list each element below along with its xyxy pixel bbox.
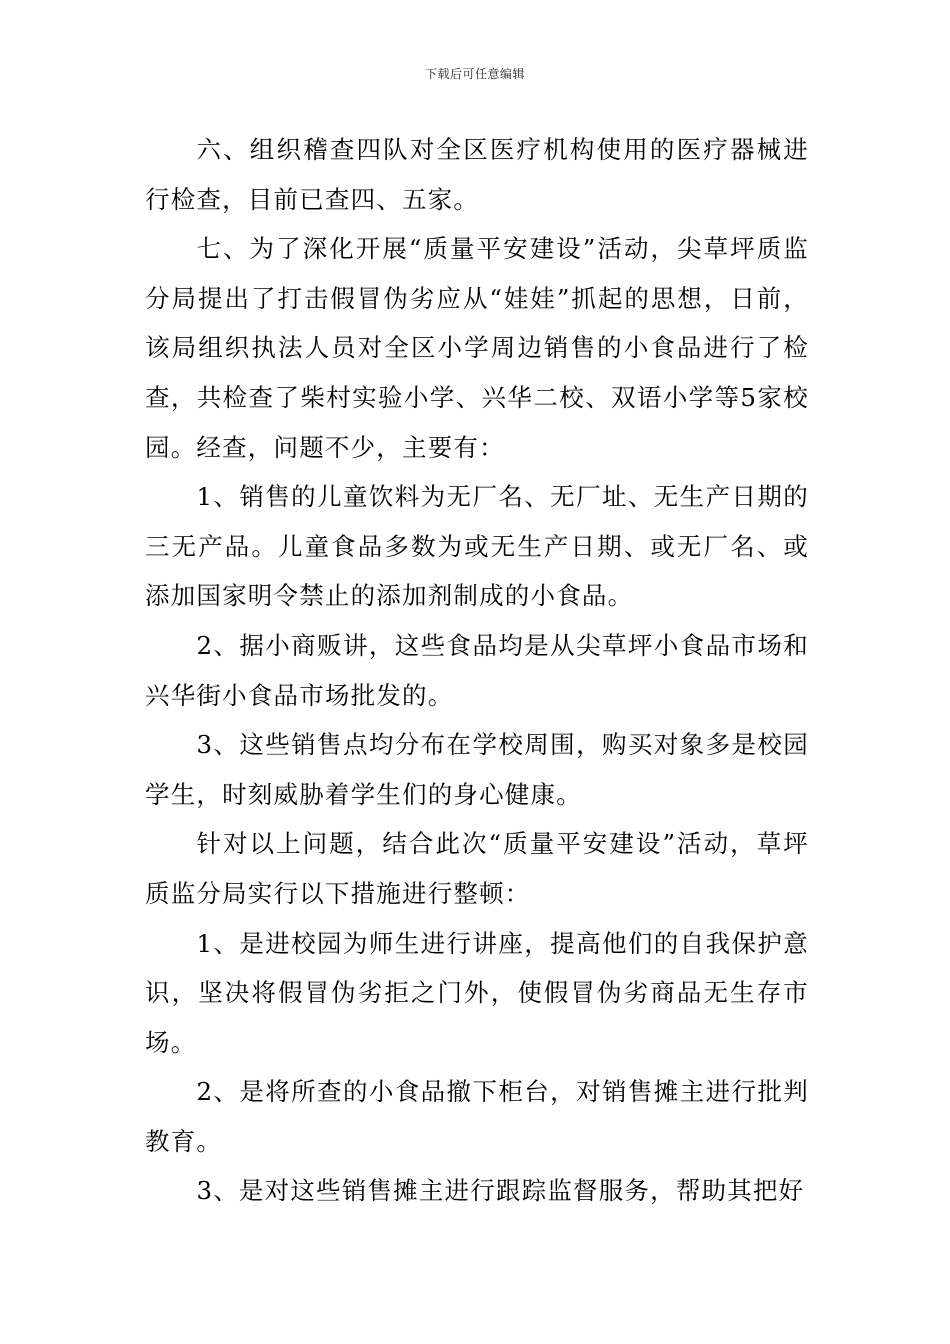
paragraph-problem-1: 1、销售的儿童饮料为无厂名、无厂址、无生产日期的三无产品。儿童食品多数为或无生产日期、或无厂名、或添加国家明令禁止的添加剂制成的小食品。	[145, 482, 809, 611]
paragraph-measures-intro: 针对以上问题，结合此次“质量平安建设”活动，草坪质监分局实行以下措施进行整顿：	[145, 829, 809, 908]
paragraph-problem-3: 3、这些销售点均分布在学校周围，购买对象多是校园学生，时刻威胁着学生们的身心健康。	[145, 730, 809, 809]
paragraph-section-seven: 七、为了深化开展“质量平安建设”活动，尖草坪质监分局提出了打击假冒伪劣应从“娃娃”抓起的思想，日前，该局组织执法人员对全区小学周边销售的小食品进行了检查，共检查了柴村实验小学、兴华二校、双语小学等5家校园。经查，问题不少，主要有：	[145, 234, 809, 462]
paragraph-problem-2: 2、据小商贩讲，这些食品均是从尖草坪小食品市场和兴华街小食品市场批发的。	[145, 630, 809, 710]
header-note: 下载后可任意编辑	[424, 67, 525, 81]
paragraph-measure-1: 1、是进校园为师生进行讲座，提高他们的自我保护意识，坚决将假冒伪劣拒之门外，使假冒伪劣商品无生存市场。	[145, 928, 809, 1057]
paragraph-measure-2: 2、是将所查的小食品撤下柜台，对销售摊主进行批判教育。	[145, 1077, 809, 1156]
paragraph-section-six: 六、组织稽查四队对全区医疗机构使用的医疗器械进行检查，目前已查四、五家。	[145, 135, 809, 214]
document-body	[145, 125, 809, 1216]
paragraph-measure-3: 3、是对这些销售摊主进行跟踪监督服务，帮助其把好	[196, 1176, 805, 1206]
